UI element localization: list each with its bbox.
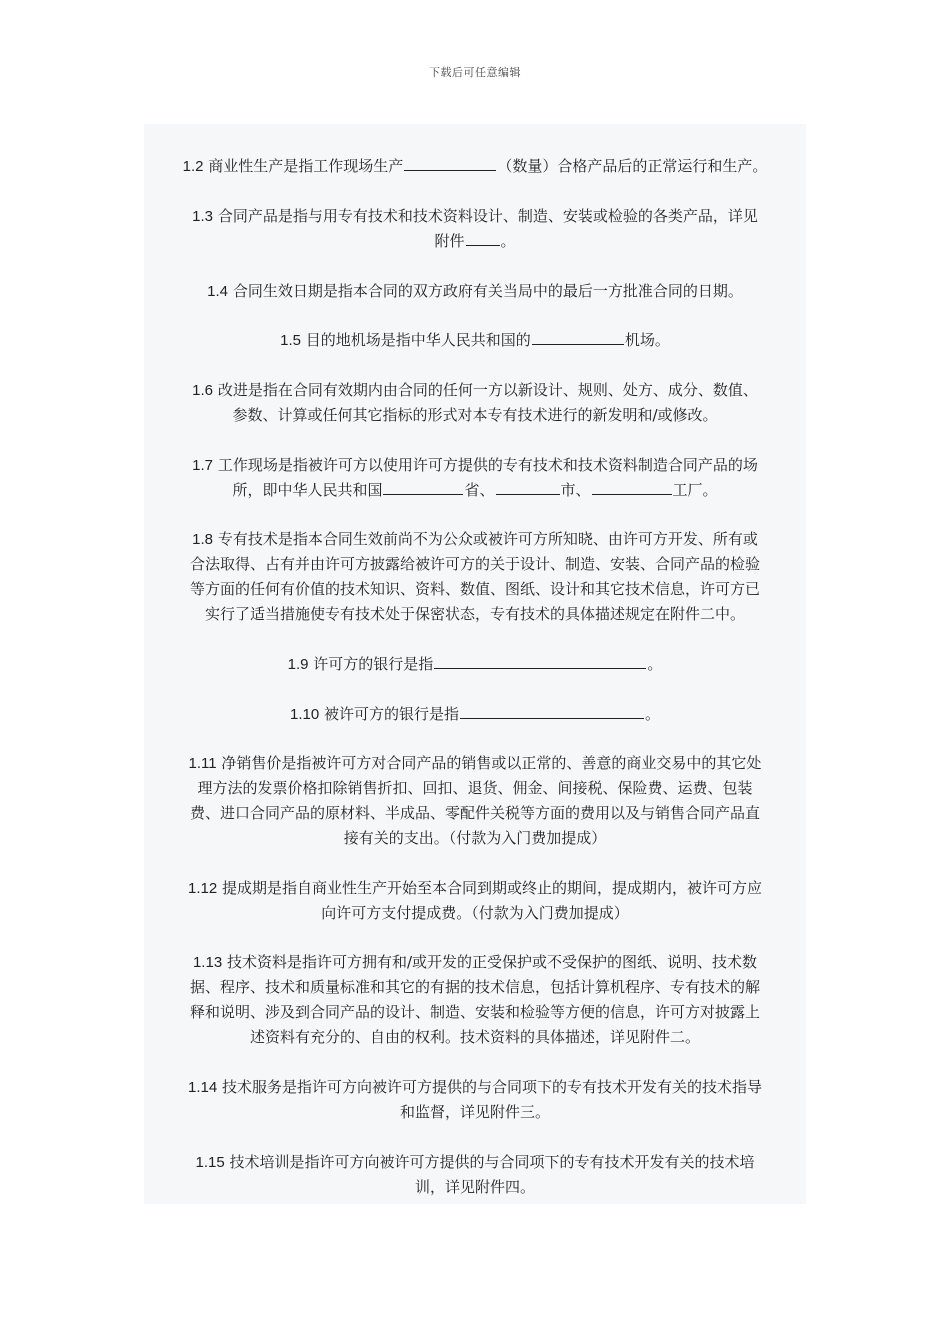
clause-1-11 bbox=[154, 751, 796, 851]
clause-1-6 bbox=[154, 378, 796, 428]
clause-text: 训，详见附件四。 bbox=[414, 1178, 535, 1196]
blank-field-factory bbox=[592, 478, 672, 495]
clause-number: 1.10 bbox=[289, 706, 320, 723]
clause-text: 工作现场是指被许可方以使用许可方提供的专有技术和技术资料制造合同产品的场 bbox=[217, 456, 758, 474]
clause-1-14 bbox=[154, 1075, 796, 1125]
clause-number: 1.6 bbox=[192, 382, 214, 399]
contract-definitions-section bbox=[144, 124, 806, 1204]
clause-text: 向许可方支付提成费。（付款为入门费加提成） bbox=[321, 904, 629, 922]
clause-number: 1.5 bbox=[280, 332, 302, 349]
clause-text: 技术资料是指许可方拥有和/或开发的正受保护或不受保护的图纸、说明、技术数 bbox=[226, 953, 758, 971]
clause-text: 专有技术是指本合同生效前尚不为公众或被许可方所知晓、由许可方开发、所有或 bbox=[217, 530, 758, 548]
clause-text: 。 bbox=[647, 655, 663, 673]
clause-text: 合同生效日期是指本合同的双方政府有关当局中的最后一方批准合同的日期。 bbox=[232, 282, 743, 300]
clause-text: 所，即中华人民共和国 bbox=[232, 481, 383, 499]
clause-text: 。 bbox=[500, 232, 516, 250]
blank-field-licensee-bank bbox=[460, 702, 644, 719]
clause-1-7 bbox=[154, 453, 796, 503]
clause-1-3 bbox=[154, 204, 796, 254]
clause-number: 1.7 bbox=[192, 457, 214, 474]
clause-text: 被许可方的银行是指 bbox=[323, 705, 459, 723]
clause-text: 合同产品是指与用专有技术和技术资料设计、制造、安装或检验的各类产品，详见 bbox=[217, 207, 758, 225]
clause-1-12 bbox=[154, 876, 796, 926]
clause-text: 参数、计算或任何其它指标的形式对本专有技术进行的新发明和/或修改。 bbox=[232, 406, 718, 424]
clause-1-4 bbox=[154, 279, 796, 304]
clause-text: 提成期是指自商业性生产开始至本合同到期或终止的期间，提成期内，被许可方应 bbox=[221, 879, 762, 897]
clause-text: 技术培训是指许可方向被许可方提供的与合同项下的专有技术开发有关的技术培 bbox=[229, 1153, 755, 1171]
clause-text: 费、进口合同产品的原材料、半成品、零配件关税等方面的费用以及与销售合同产品直 bbox=[189, 804, 760, 822]
clause-text: 释和说明、涉及到合同产品的设计、制造、安装和检验等方便的信息，许可方对披露上 bbox=[189, 1003, 760, 1021]
clause-text: 市、 bbox=[560, 481, 591, 499]
clause-1-13 bbox=[154, 950, 796, 1050]
clause-1-2 bbox=[154, 154, 796, 179]
clause-text: 改进是指在合同有效期内由合同的任何一方以新设计、规则、处方、成分、数值、 bbox=[217, 381, 758, 399]
clause-number: 1.3 bbox=[192, 208, 214, 225]
blank-field-airport bbox=[532, 328, 624, 345]
clause-number: 1.15 bbox=[195, 1154, 225, 1171]
page-header-note: 下载后可任意编辑 bbox=[429, 66, 521, 79]
clause-text: 技术服务是指许可方向被许可方提供的与合同项下的专有技术开发有关的技术指导 bbox=[221, 1078, 762, 1096]
blank-field-appendix bbox=[466, 229, 500, 246]
clause-text: 接有关的支出。（付款为入门费加提成） bbox=[343, 829, 607, 847]
clause-1-15 bbox=[154, 1150, 796, 1200]
clause-text: 净销售价是指被许可方对合同产品的销售或以正常的、善意的商业交易中的其它处 bbox=[221, 754, 762, 772]
clause-number: 1.8 bbox=[192, 531, 214, 548]
clause-text: （数量）合格产品后的正常运行和生产。 bbox=[497, 157, 768, 175]
clause-text: 实行了适当措施使专有技术处于保密状态，专有技术的具体描述规定在附件二中。 bbox=[204, 605, 745, 623]
clause-text: 述资料有充分的、自由的权利。技术资料的具体描述，详见附件二。 bbox=[249, 1028, 700, 1046]
clause-number: 1.2 bbox=[182, 158, 204, 175]
clause-number: 1.14 bbox=[188, 1079, 218, 1096]
blank-field-province bbox=[383, 478, 463, 495]
clause-number: 1.9 bbox=[287, 656, 309, 673]
clause-text: 商业性生产是指工作现场生产 bbox=[208, 157, 404, 175]
blank-field-licensor-bank bbox=[434, 652, 646, 669]
clause-text: 许可方的银行是指 bbox=[313, 655, 434, 673]
clause-1-5 bbox=[154, 328, 796, 353]
clause-text: 附件 bbox=[434, 232, 465, 250]
blank-field-city bbox=[496, 478, 560, 495]
clause-text: 目的地机场是指中华人民共和国的 bbox=[305, 331, 531, 349]
clause-text: 等方面的任何有价值的技术知识、资料、数值、图纸、设计和其它技术信息，许可方已 bbox=[189, 580, 760, 598]
clause-number: 1.4 bbox=[207, 283, 229, 300]
clause-text: 。 bbox=[644, 705, 660, 723]
clause-1-9 bbox=[154, 652, 796, 677]
clause-number: 1.11 bbox=[188, 755, 217, 772]
clause-1-8 bbox=[154, 527, 796, 627]
clause-number: 1.13 bbox=[192, 954, 223, 971]
clause-text: 据、程序、技术和质量标准和其它的有据的技术信息，包括计算机程序、专有技术的解 bbox=[189, 978, 760, 996]
clause-text: 机场。 bbox=[624, 331, 670, 349]
clause-text: 和监督，详见附件三。 bbox=[399, 1103, 550, 1121]
clause-text: 省、 bbox=[464, 481, 495, 499]
clause-number: 1.12 bbox=[188, 880, 218, 897]
clause-text: 理方法的发票价格扣除销售折扣、回扣、退货、佣金、间接税、保险费、运费、包装 bbox=[197, 779, 753, 797]
clause-1-10 bbox=[154, 702, 796, 727]
blank-field-quantity bbox=[404, 154, 496, 171]
clause-text: 合法取得、占有并由许可方披露给被许可方的关于设计、制造、安装、合同产品的检验 bbox=[189, 555, 760, 573]
clause-text: 工厂。 bbox=[672, 481, 718, 499]
